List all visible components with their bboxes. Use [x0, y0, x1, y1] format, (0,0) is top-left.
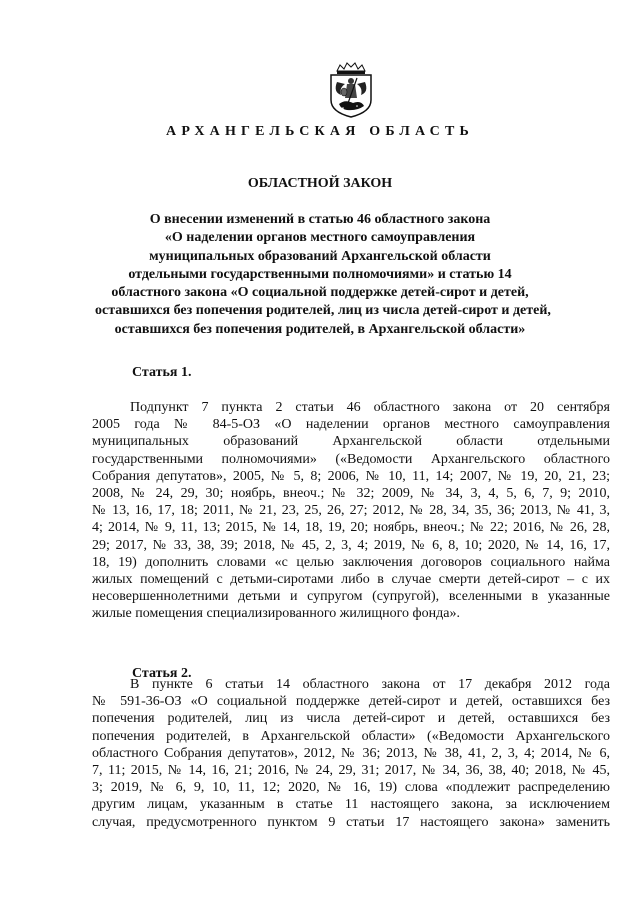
law-title-line: оставшихся без попечения родителей, лиц из числа детей-сирот и детей,	[95, 303, 551, 319]
article-1-heading: Статья 1.	[132, 365, 192, 380]
law-title-line: муниципальных образований Архангельской области	[149, 248, 491, 264]
text-line: 29; 2017, № 33, 38, 39; 2018, № 45, 2, 3, 4; 2019, № 6, 8, 10; 2020, № 14, 16, 17,	[92, 537, 610, 553]
law-title-line: «О наделении органов местного самоуправления	[164, 230, 476, 246]
text-line: жилых помещений с детьми-сиротами либо в случае смерти детей-сирот – с их	[92, 571, 610, 587]
text-line: попечения родителей, в Архангельской области» («Ведомости Архангельского	[92, 728, 610, 744]
text-line: областного Собрания депутатов», 2012, № 36; 2013, № 38, 41, 2, 3, 4; 2014, № 6,	[92, 745, 610, 761]
text-line: 4; 2014, № 9, 11, 13; 2015, № 14, 18, 19, 20; ноябрь, внеоч.; № 22; 2016, № 26, 28,	[92, 520, 610, 536]
text-line: 7, 11; 2015, № 14, 16, 21; 2016, № 24, 29, 31; 2017, № 34, 36, 38, 40; 2018, № 45,	[92, 762, 610, 778]
law-title-line: областного закона «О социальной поддержке детей-сирот и детей,	[111, 285, 529, 301]
article-2-text	[92, 676, 610, 831]
text-line: Подпункт 7 пункта 2 статьи 46 областного закона от 20 сентября	[130, 400, 610, 415]
text-line: случая, предусмотренного пунктом 9 статьи 17 настоящего закона» заменить	[92, 814, 610, 830]
law-title-line: отдельными государственными полномочиями» и статью 14	[128, 266, 512, 282]
text-line: 3; 2019, № 6, 9, 10, 11, 12; 2020, № 16, 19) слова «подлежит распределению	[92, 780, 610, 796]
law-title	[95, 211, 551, 339]
text-line: 2008, № 24, 29, 30; ноябрь, внеоч.; № 32; 2009, № 34, 3, 4, 5, 6, 7, 9; 2010,	[92, 485, 610, 501]
text-line: государственными полномочиями» («Ведомости Архангельского областного	[92, 451, 610, 467]
law-title-line: оставшихся без попечения родителей, в Архангельской области»	[114, 321, 526, 337]
law-title-line: О внесении изменений в статью 46 областного закона	[149, 212, 491, 227]
text-line: несовершеннолетними детьми и супругом (супругой), вселенными в указанные	[92, 589, 610, 605]
law-type-heading: ОБЛАСТНОЙ ЗАКОН	[247, 176, 393, 191]
article-1-text	[92, 399, 610, 622]
text-line: 18, 19) дополнить словами «с целью заключения договоров социального найма	[92, 554, 610, 570]
text-line: муниципальных образований Архангельской области отдельными	[92, 434, 610, 450]
text-line: В пункте 6 статьи 14 областного закона от 17 декабря 2012 года	[130, 677, 610, 692]
text-line: 2005 года № 84-5-ОЗ «О наделении органов местного самоуправления	[92, 417, 610, 433]
region-name: АРХАНГЕЛЬСКАЯ ОБЛАСТЬ	[166, 124, 474, 139]
text-line: № 13, 16, 17, 18; 2011, № 21, 23, 25, 26, 27; 2012, № 28, 34, 35, 36; 2013, № 41, 3,	[92, 503, 610, 519]
text-line: № 591-36-ОЗ «О социальной поддержке детей-сирот и детей, оставшихся без	[92, 694, 610, 710]
coat-of-arms-icon	[327, 62, 375, 118]
text-line: Собрания депутатов», 2005, № 5, 8; 2006, № 10, 11, 14; 2007, № 19, 20, 21, 23;	[92, 468, 610, 484]
article-2-heading: Статья 2.	[132, 666, 192, 681]
text-line: попечения родителей, лиц из числа детей-сирот и детей, оставшихся без	[92, 711, 610, 727]
text-line: другим лицам, указанным в статье 11 настоящего закона, за исключением	[92, 797, 610, 813]
text-line: жилые помещения специализированного жилищного фонда».	[92, 606, 460, 622]
